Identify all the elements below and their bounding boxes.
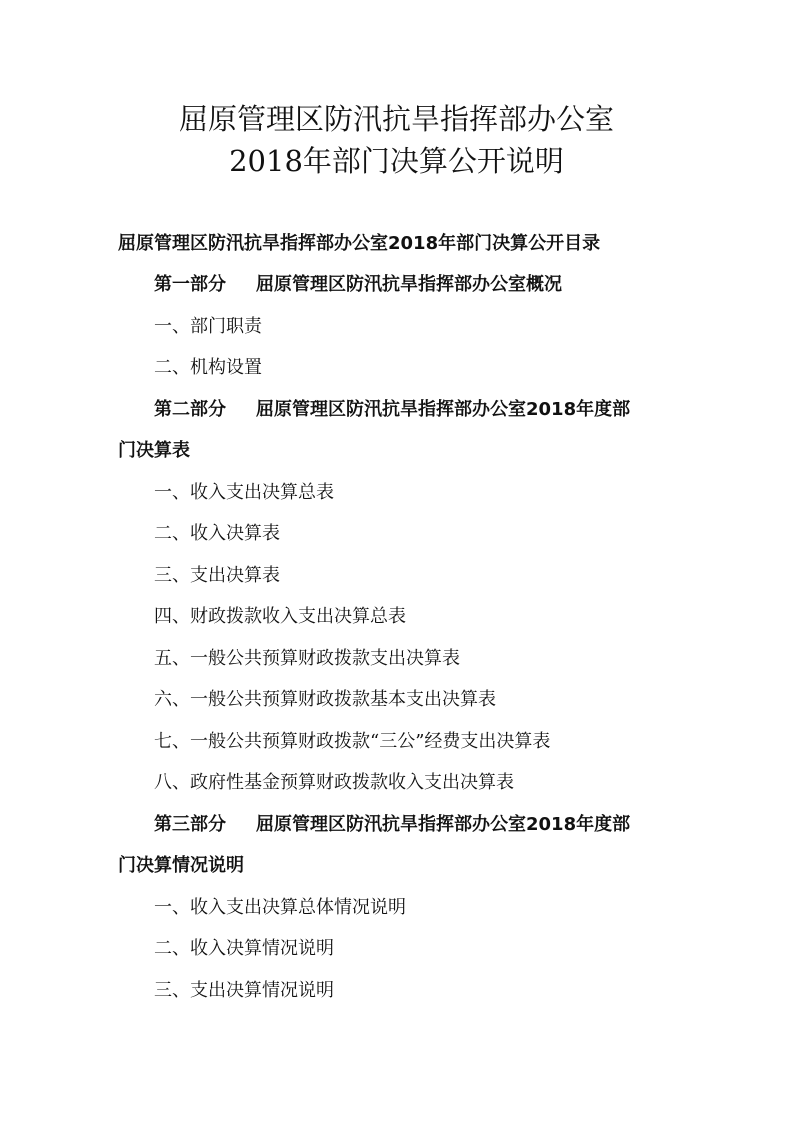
toc-item: 三、支出决算情况说明 bbox=[154, 980, 334, 1001]
toc-item: 一、收入支出决算总表 bbox=[154, 482, 334, 503]
toc-item: 二、收入决算表 bbox=[154, 523, 280, 544]
toc-heading: 屈原管理区防汛抗旱指挥部办公室2018年部门决算公开目录 bbox=[118, 233, 601, 254]
toc-item: 三、支出决算表 bbox=[154, 565, 280, 586]
toc-item: 一、部门职责 bbox=[154, 316, 262, 337]
toc-part1-label: 第一部分 bbox=[154, 274, 226, 295]
toc-part1-heading bbox=[154, 273, 562, 297]
toc-part3-title-line-2: 门决算情况说明 bbox=[118, 855, 244, 876]
toc-item: 一、收入支出决算总体情况说明 bbox=[154, 897, 406, 918]
document-title-line-1: 屈原管理区防汛抗旱指挥部办公室 bbox=[178, 102, 614, 136]
document-title-line-2: 2018年部门决算公开说明 bbox=[229, 144, 564, 178]
toc-part3-heading bbox=[154, 813, 630, 837]
toc-part2-title-line-1: 屈原管理区防汛抗旱指挥部办公室2018年度部 bbox=[256, 399, 631, 420]
toc-part2-title-line-2: 门决算表 bbox=[118, 440, 190, 461]
toc-item: 四、财政拨款收入支出决算总表 bbox=[154, 606, 406, 627]
toc-item: 二、收入决算情况说明 bbox=[154, 938, 334, 959]
toc-item: 五、一般公共预算财政拨款支出决算表 bbox=[154, 648, 460, 669]
toc-part2-heading bbox=[154, 398, 630, 422]
toc-item: 七、一般公共预算财政拨款“三公”经费支出决算表 bbox=[154, 731, 551, 752]
toc-item: 六、一般公共预算财政拨款基本支出决算表 bbox=[154, 689, 496, 710]
toc-item: 八、政府性基金预算财政拨款收入支出决算表 bbox=[154, 772, 514, 793]
toc-item: 二、机构设置 bbox=[154, 357, 262, 378]
toc-part1-title: 屈原管理区防汛抗旱指挥部办公室概况 bbox=[256, 274, 562, 295]
toc-part2-label: 第二部分 bbox=[154, 399, 226, 420]
toc-part3-title-line-1: 屈原管理区防汛抗旱指挥部办公室2018年度部 bbox=[256, 814, 631, 835]
toc-part3-label: 第三部分 bbox=[154, 814, 226, 835]
